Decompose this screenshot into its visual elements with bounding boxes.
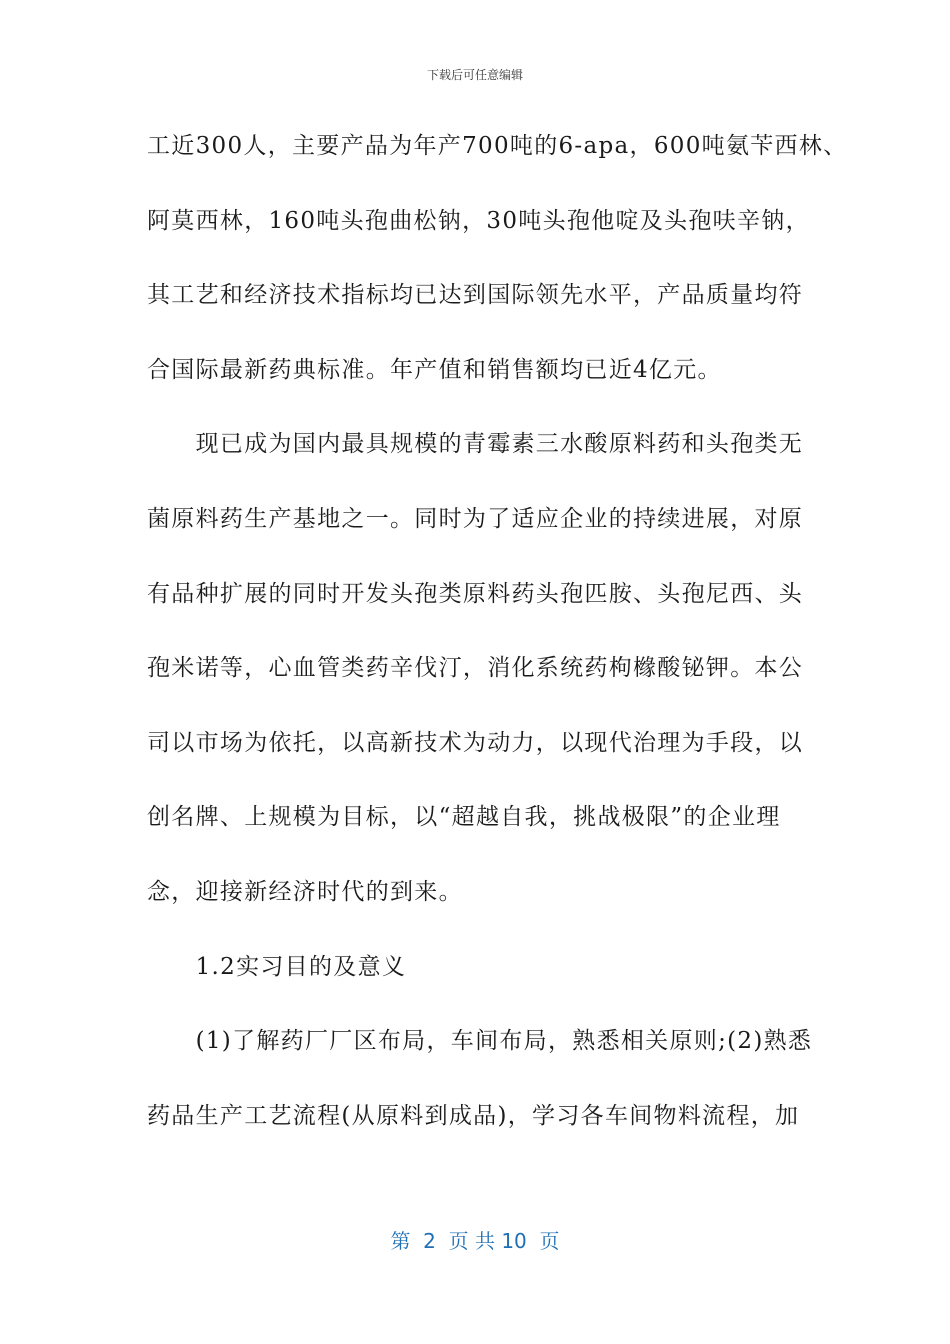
text-line: 药品生产工艺流程(从原料到成品)，学习各车间物料流程，加	[147, 1102, 800, 1129]
section-heading: 1.2实习目的及意义	[147, 953, 407, 980]
text-line: 合国际最新药典标准。年产值和销售额均已近4亿元。	[147, 356, 722, 383]
page-header: 下载后可任意编辑	[426, 68, 523, 82]
text-line: 工近300人，主要产品为年产700吨的6-apa，600吨氨苄西林、	[147, 133, 848, 159]
text-line: 念，迎接新经济时代的到来。	[147, 878, 463, 905]
text-line: 孢米诺等，心血管类药辛伐汀，消化系统药枸橼酸铋钾。本公	[147, 655, 804, 682]
text-line: 现已成为国内最具规模的青霉素三水酸原料药和头孢类无	[147, 431, 804, 458]
text-line: (1)了解药厂厂区布局，车间布局，熟悉相关原则;(2)熟悉	[147, 1028, 813, 1055]
text-line: 其工艺和经济技术指标均已达到国际领先水平，产品质量均符	[147, 282, 804, 309]
text-line: 菌原料药生产基地之一。同时为了适应企业的持续进展，对原	[147, 505, 804, 532]
text-line: 有品种扩展的同时开发头孢类原料药头孢匹胺、头孢尼西、头	[147, 580, 804, 607]
text-line: 创名牌、上规模为目标，以“超越自我，挑战极限”的企业理	[147, 804, 781, 831]
document-body	[147, 126, 848, 1170]
text-line: 阿莫西林，160吨头孢曲松钠，30吨头孢他啶及头孢呋辛钠，	[147, 207, 810, 234]
page-number: 第 2 页 共 10 页	[390, 1229, 560, 1253]
text-line: 司以市场为依托，以高新技术为动力，以现代治理为手段，以	[147, 729, 804, 756]
